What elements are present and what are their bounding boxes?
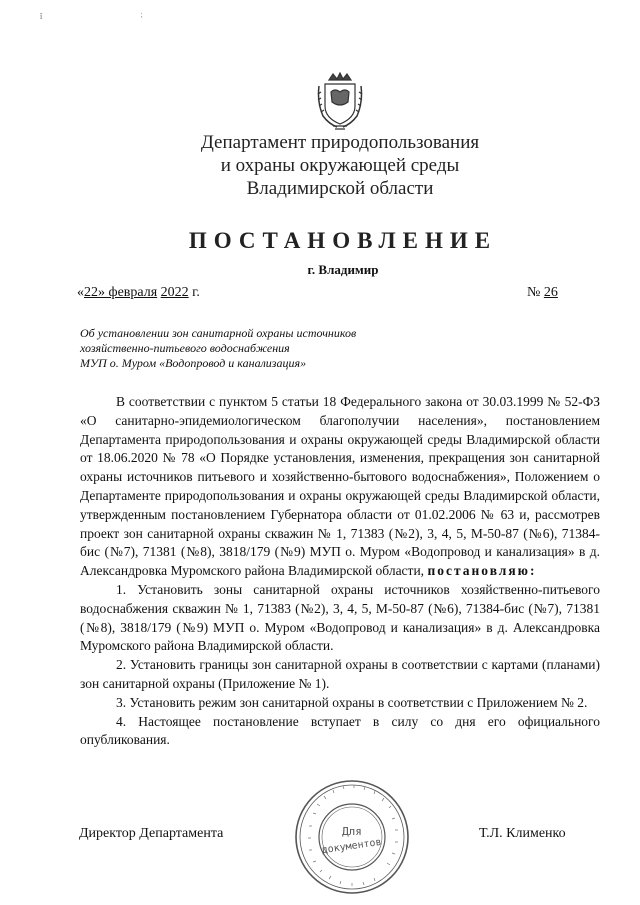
date-prefix: « <box>77 285 84 300</box>
item-paragraph: 3. Установить режим зон санитарной охраны в соответствии с Приложением № 2. <box>116 694 588 710</box>
city-label: г. Владимир <box>307 262 379 277</box>
document-number <box>527 285 558 301</box>
number-prefix: № <box>527 285 541 300</box>
document-body <box>80 393 600 750</box>
stamp-text-line2: документов <box>321 836 383 857</box>
document-subject <box>80 326 420 371</box>
scan-mark: ǐ <box>40 12 43 21</box>
number-value: 26 <box>543 285 558 300</box>
document-type-title: ПОСТАНОВЛЕНИЕ <box>188 228 498 253</box>
resolve-word: постановляю: <box>427 563 537 579</box>
date-day: 22 <box>84 285 98 300</box>
scan-mark: ⁏ <box>140 10 143 19</box>
coat-of-arms-icon <box>315 72 365 130</box>
date-year: 2022 <box>160 285 189 300</box>
intro-text: В соответствии с пунктом 5 статьи 18 Федерального закона от 30.03.1999 № 52-ФЗ «О санитарно-эпидемиологическом благополучии населения», постановлением Департамента природопользования и охраны окружающей среды Владимирской области от 18.06.2020 № 78 «О Порядке установления, изменения, прекращения зон санитарной охраны источников питьевого и хозяйственно-бытового водоснабжения», Положением о Департаменте природопользования и охраны окружающей среды Владимирской области, утвержденным постановлением Губернатора области от 01.02.2006 № 63 и, рассмотрев проект зон санитарной охраны скважин № 1, 71383 (№2), 3, 4, 5, М-50-87 (№6), 71384-бис (№7), 71381 (№8), 3818/179 (№9) МУП о. Муром «Водопровод и канализация» в д. Александровка Муромского района Владимирской области, <box>80 394 600 579</box>
subject-line: МУП о. Муром «Водопровод и канализация» <box>80 356 307 370</box>
item-paragraph: 2. Установить границы зон санитарной охраны в соответствии с картами (планами) зон санитарной охраны (Приложение № 1). <box>80 657 600 691</box>
signatory-position: Директор Департамента <box>79 826 224 841</box>
department-line: Департамент природопользования <box>200 132 480 153</box>
date-month: » февраля <box>98 285 158 300</box>
signatory-name: Т.Л. Клименко <box>479 826 566 841</box>
subject-line: хозяйственно-питьевого водоснабжения <box>80 341 290 355</box>
stamp-text-line1: Для <box>342 825 362 838</box>
document-date <box>77 285 200 301</box>
item-paragraph: 1. Установить зоны санитарной охраны источников хозяйственно-питьевого водоснабжения скважин № 1, 71383 (№2), 3, 4, 5, М-50-87 (№6), 71384-бис (№7), 71381 (№8), 3818/179 (№9) МУП о. Муром «Водопровод и канализация» в д. Александровка Муромского района Владимирской области. <box>80 581 600 654</box>
official-stamp <box>293 778 411 896</box>
department-name <box>0 131 640 200</box>
item-paragraph: 4. Настоящее постановление вступает в силу со дня его официального опубликования. <box>80 713 600 748</box>
intro-paragraph <box>80 393 600 581</box>
date-suffix: г. <box>192 285 200 300</box>
department-line: и охраны окружающей среды <box>220 155 460 176</box>
department-line: Владимирской области <box>246 178 434 199</box>
subject-line: Об установлении зон санитарной охраны источников <box>80 326 357 340</box>
